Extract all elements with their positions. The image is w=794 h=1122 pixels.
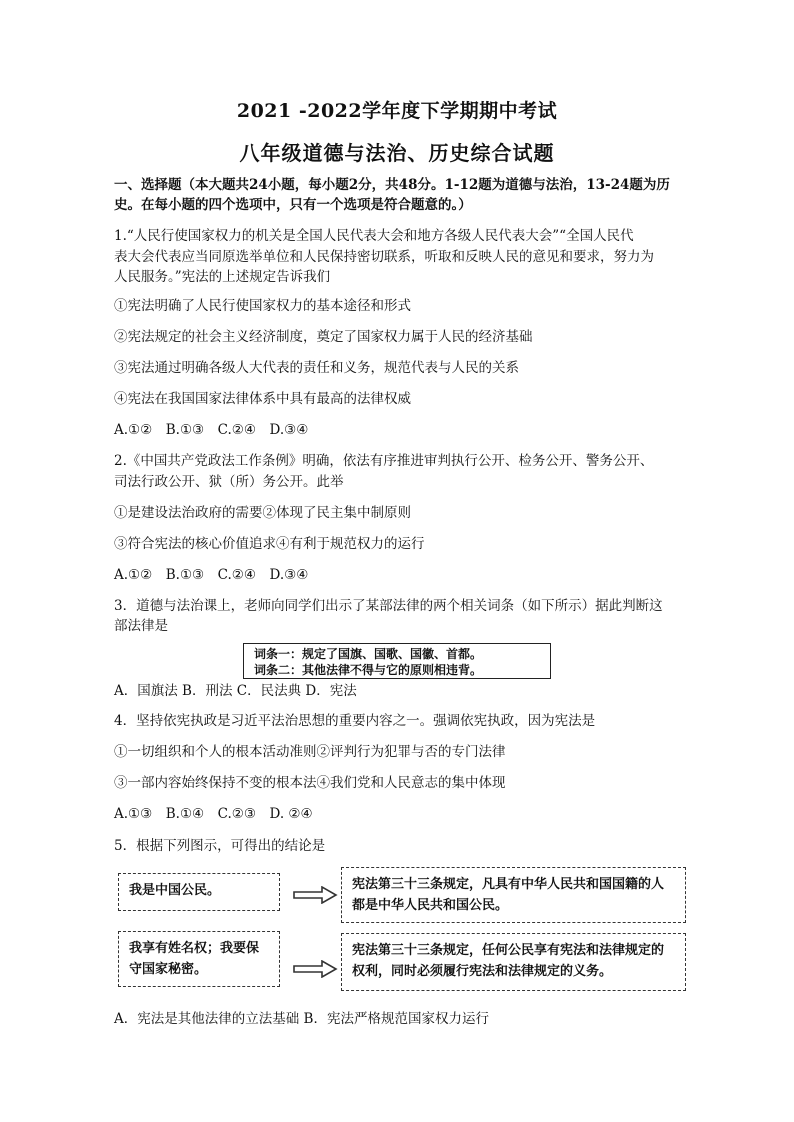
q4-options: A.①③ B.①④ C.②③ D. ②④ bbox=[114, 806, 313, 822]
q3-stem-line2: 部法律是 bbox=[114, 618, 168, 634]
q5-right-text-2: 宪法第三十三条规定，任何公民享有宪法和法律规定的权利，同时必须履行宪法和法律规定的义务。 bbox=[352, 943, 665, 979]
section-heading: 一、选择题（本大题共24小题，每小题2分，共48分。1-12题为道德与法治，13-24题为历史。在每小题的四个选项中，只有一个选项是符合题意的。） bbox=[114, 177, 670, 213]
q5-left-text-2: 我享有姓名权；我要保守国家秘密。 bbox=[129, 941, 260, 977]
q1-stem-line2: 表大会代表应当同原选举单位和人民保持密切联系，听取和反映人民的意见和要求，努力为 bbox=[114, 249, 654, 265]
q3-entry-2: 词条二：其他法律不得与它的原则相违背。 bbox=[254, 663, 483, 677]
q2-statements-34: ③符合宪法的核心价值追求④有利于规范权力的运行 bbox=[114, 536, 425, 552]
q2-statements-12: ①是建设法治政府的需要②体现了民主集中制原则 bbox=[114, 505, 411, 521]
q5-left-box-1 bbox=[118, 873, 280, 911]
q4-statements-34: ③一部内容始终保持不变的根本法④我们党和人民意志的集中体现 bbox=[114, 775, 506, 791]
q4-stem: 4．坚持依宪执政是习近平法治思想的重要内容之一。强调依宪执政，因为宪法是 bbox=[114, 713, 596, 729]
q1-stem-line1: 1.“人民行使国家权力的机关是全国人民代表大会和地方各级人民代表大会”“全国人民代 bbox=[114, 228, 634, 244]
q5-left-box-2 bbox=[118, 931, 280, 987]
q1-statement-1: ①宪法明确了人民行使国家权力的基本途径和形式 bbox=[114, 298, 411, 314]
q3-stem-line1: 3．道德与法治课上，老师向同学们出示了某部法律的两个相关词条（如下所示）据此判断这 bbox=[114, 598, 663, 614]
q2-stem-line1: 2.《中国共产党政法工作条例》明确，依法有序推进审判执行公开、检务公开、警务公开、 bbox=[114, 453, 654, 469]
q5-right-text-1: 宪法第三十三条规定，凡具有中华人民共和国国籍的人都是中华人民共和国公民。 bbox=[352, 877, 665, 913]
q1-statement-2: ②宪法规定的社会主义经济制度，奠定了国家权力属于人民的经济基础 bbox=[114, 329, 533, 345]
exam-subtitle: 八年级道德与法治、历史综合试题 bbox=[239, 141, 555, 165]
q1-statement-4: ④宪法在我国国家法律体系中具有最高的法律权威 bbox=[114, 391, 411, 407]
q1-statement-3: ③宪法通过明确各级人大代表的责任和义务，规范代表与人民的关系 bbox=[114, 360, 519, 376]
q1-stem-line3: 人民服务。”宪法的上述规定告诉我们 bbox=[114, 269, 331, 285]
q4-statements-12: ①一切组织和个人的根本活动准则②评判行为犯罪与否的专门法律 bbox=[114, 744, 506, 760]
q3-entry-1: 词条一：规定了国旗、国歌、国徽、首都。 bbox=[254, 647, 483, 661]
arrow-right-icon bbox=[292, 886, 338, 904]
q1-options: A.①② B.①③ C.②④ D.③④ bbox=[114, 422, 309, 438]
q5-options: A．宪法是其他法律的立法基础 B．宪法严格规范国家权力运行 bbox=[114, 1011, 489, 1027]
q5-stem: 5．根据下列图示，可得出的结论是 bbox=[114, 838, 326, 854]
q3-entry-box bbox=[243, 643, 551, 679]
q5-right-box-1 bbox=[341, 867, 686, 923]
arrow-right-icon bbox=[292, 960, 338, 978]
q2-options: A.①② B.①③ C.②④ D.③④ bbox=[114, 567, 309, 583]
q3-options: A．国旗法 B．刑法 C．民法典 D．宪法 bbox=[114, 683, 357, 699]
q5-left-text-1: 我是中国公民。 bbox=[129, 883, 221, 898]
exam-title: 2021 -2022学年度下学期期中考试 bbox=[236, 100, 558, 122]
q5-right-box-2 bbox=[341, 933, 686, 991]
q2-stem-line2: 司法行政公开、狱（所）务公开。此举 bbox=[114, 474, 344, 490]
